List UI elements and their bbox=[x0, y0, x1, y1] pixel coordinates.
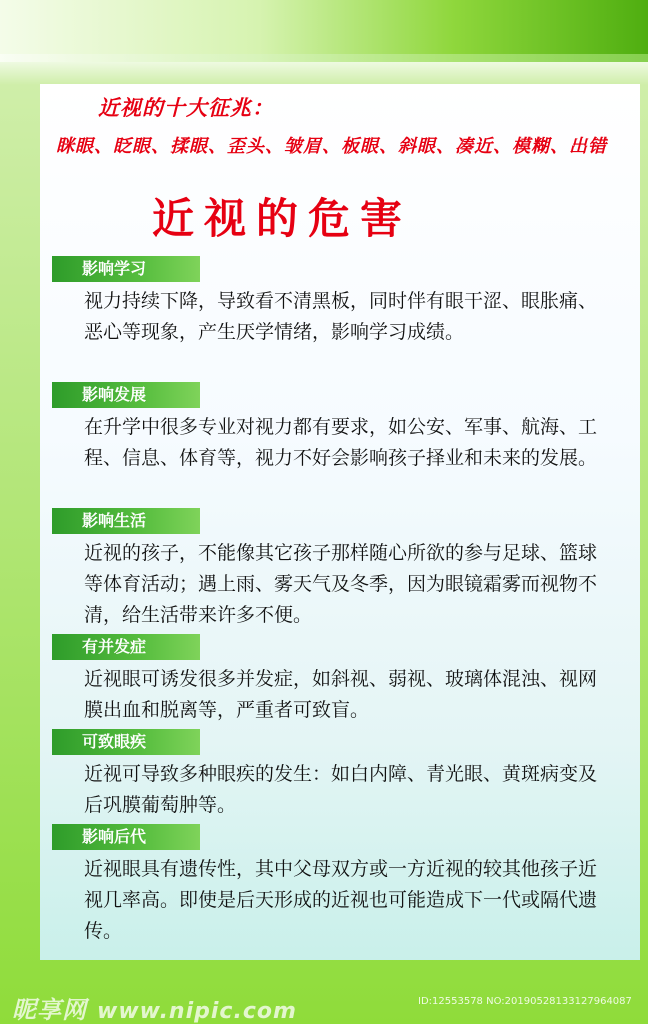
section-text-eye-disease: 近视可导致多种眼疾的发生：如白内障、青光眼、黄斑病变及后巩膜葡萄肿等。 bbox=[84, 763, 598, 816]
watermark-logo-text: 昵享网 bbox=[12, 996, 87, 1024]
section-text-life: 近视的孩子，不能像其它孩子那样随心所欲的参与足球、篮球等体育活动；遇上雨、雾天气及冬季，因为眼镜霜雾而视物不清，给生活带来许多不便。 bbox=[84, 542, 598, 626]
top-green-band bbox=[0, 0, 648, 62]
section-label-complications: 有并发症 bbox=[52, 634, 200, 660]
section-label-life: 影响生活 bbox=[52, 508, 200, 534]
section-label-eye-disease: 可致眼疾 bbox=[52, 729, 200, 755]
page-title: 近视的危害 bbox=[152, 194, 413, 243]
section-label-study: 影响学习 bbox=[52, 256, 200, 282]
signs-title: 近视的十大征兆： bbox=[98, 96, 274, 120]
section-label-offspring: 影响后代 bbox=[52, 824, 200, 850]
signs-list: 眯眼、眨眼、揉眼、歪头、皱眉、板眼、斜眼、凑近、模糊、出错 bbox=[56, 136, 607, 157]
watermark-logo bbox=[12, 990, 297, 1025]
section-text-study: 视力持续下降，导致看不清黑板，同时伴有眼干涩、眼胀痛、恶心等现象，产生厌学情绪，影响学习成绩。 bbox=[84, 290, 598, 343]
watermark-id: ID:12553578 NO:20190528133127964087 bbox=[418, 996, 632, 1007]
section-label-development: 影响发展 bbox=[52, 382, 200, 408]
watermark-site: www.nipic.com bbox=[97, 999, 297, 1024]
section-text-offspring: 近视眼具有遗传性，其中父母双方或一方近视的较其他孩子近视几率高。即使是后天形成的近视也可能造成下一代或隔代遗传。 bbox=[84, 858, 598, 942]
section-text-complications: 近视眼可诱发很多并发症，如斜视、弱视、玻璃体混浊、视网膜出血和脱离等，严重者可致盲。 bbox=[84, 668, 598, 721]
section-text-development: 在升学中很多专业对视力都有要求，如公安、军事、航海、工程、信息、体育等，视力不好会影响孩子择业和未来的发展。 bbox=[84, 416, 598, 469]
